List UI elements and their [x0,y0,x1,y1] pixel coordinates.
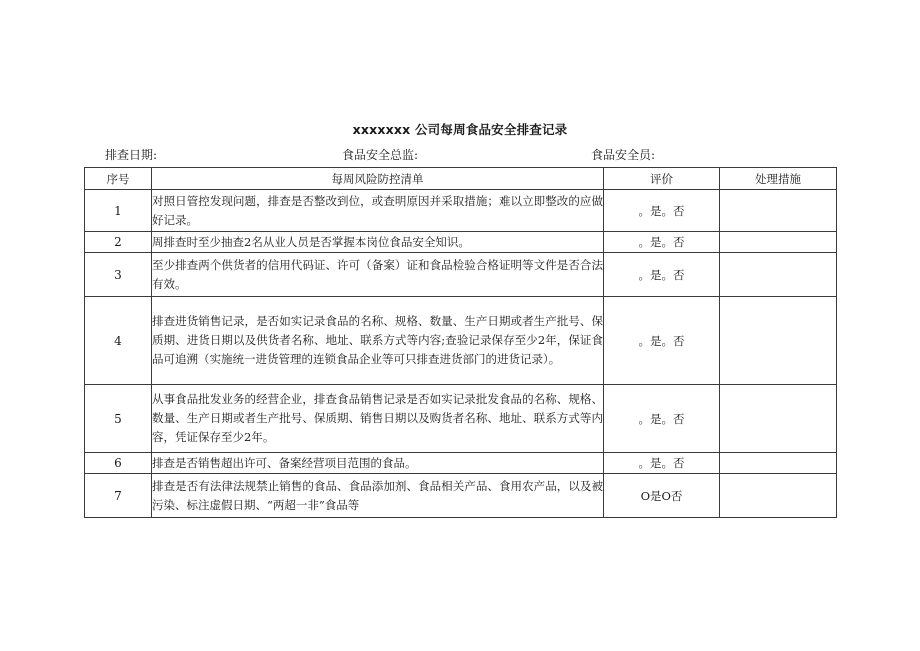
action-cell[interactable] [720,253,837,297]
action-cell[interactable] [720,385,837,453]
row-description: 排查是否有法律法规禁止销售的食品、食品添加剂、食品相关产品、食用农产品，以及被污染、标注虚假日期、“两超一非”食品等 [152,474,604,518]
evaluation-options[interactable]: 。是。否 [604,253,720,297]
officer-label: 食品安全员: [591,148,656,162]
table-header-row [85,168,837,190]
action-cell[interactable] [720,453,837,474]
director-label: 食品安全总监: [342,148,419,162]
evaluation-options[interactable]: 。是。否 [604,385,720,453]
action-cell[interactable] [720,190,837,232]
table-row [85,474,837,518]
check-date-label: 排查日期: [105,148,158,162]
table-row [85,232,837,253]
table-row [85,385,837,453]
action-cell[interactable] [720,474,837,518]
evaluation-options[interactable]: 。是。否 [604,190,720,232]
row-description: 对照日管控发现问题，排查是否整改到位，或查明原因并采取措施；难以立即整改的应做好记录。 [152,190,604,232]
row-number: 5 [85,385,152,453]
checklist-table [84,167,837,518]
row-description: 排查进货销售记录，是否如实记录食品的名称、规格、数量、生产日期或者生产批号、保质期、进货日期以及供货者名称、地址、联系方式等内容;查验记录保存至少2年，保证食品可追溯（实施统一进货管理的连锁食品企业等可只排查进货部门的进货记录）。 [152,297,604,385]
header-no: 序号 [85,168,152,190]
row-description: 至少排查两个供货者的信用代码证、许可（备案）证和食品检验合格证明等文件是否合法有效。 [152,253,604,297]
row-number: 3 [85,253,152,297]
action-cell[interactable] [720,232,837,253]
row-number: 1 [85,190,152,232]
evaluation-options[interactable]: 。是。否 [604,297,720,385]
evaluation-options[interactable]: 。是。否 [604,453,720,474]
table-row [85,253,837,297]
table-row [85,297,837,385]
header-action: 处理措施 [720,168,837,190]
table-row [85,190,837,232]
evaluation-options[interactable]: 。是。否 [604,232,720,253]
row-number: 6 [85,453,152,474]
header-checklist: 每周风险防控清单 [152,168,604,190]
evaluation-options[interactable]: O是O否 [604,474,720,518]
row-number: 7 [85,474,152,518]
action-cell[interactable] [720,297,837,385]
row-description: 排查是否销售超出许可、备案经营项目范围的食品。 [152,453,604,474]
row-number: 2 [85,232,152,253]
row-description: 从事食品批发业务的经营企业，排查食品销售记录是否如实记录批发食品的名称、规格、数量、生产日期或者生产批号、保质期、销售日期以及购货者名称、地址、联系方式等内容，凭证保存至少2年。 [152,385,604,453]
header-evaluation: 评价 [604,168,720,190]
page-title: xxxxxxx 公司每周食品安全排查记录 [352,122,568,137]
table-row [85,453,837,474]
row-description: 周排查时至少抽查2名从业人员是否掌握本岗位食品安全知识。 [152,232,604,253]
row-number: 4 [85,297,152,385]
